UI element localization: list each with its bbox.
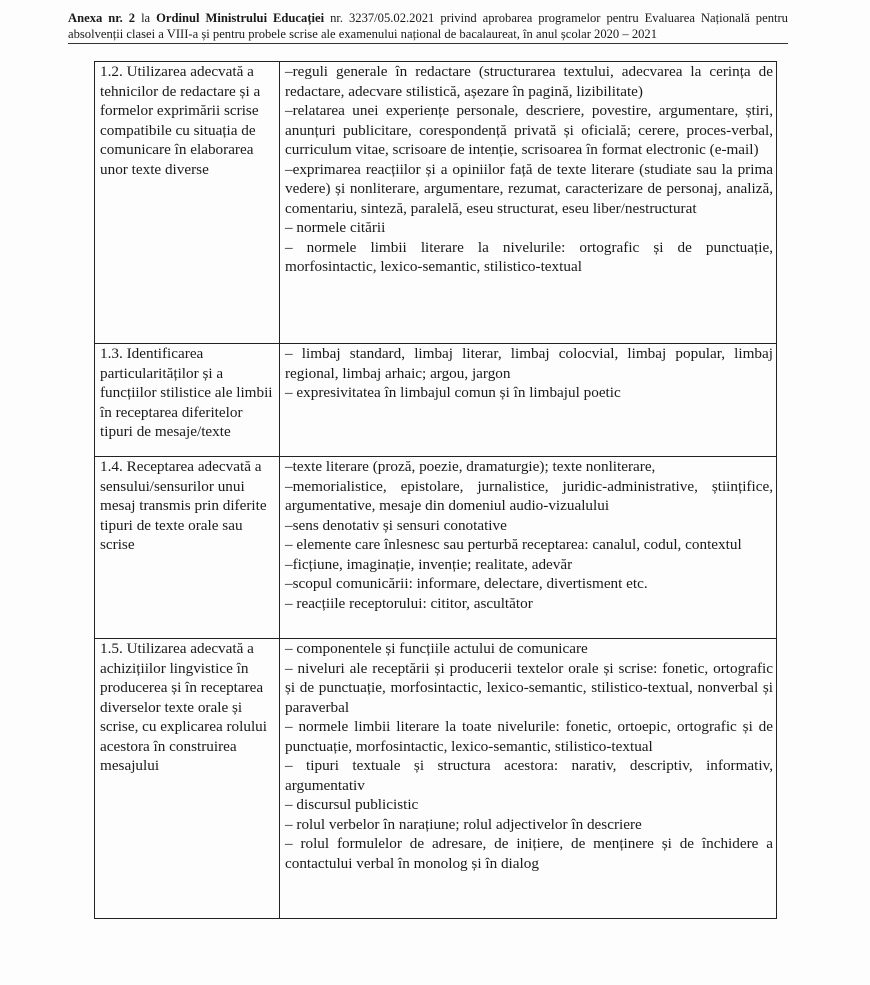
list-item: – componentele și funcțiile actului de comunicare: [285, 640, 588, 657]
table-row: [95, 344, 777, 457]
list-item: – limbaj standard, limbaj literar, limbaj colocvial, limbaj popular, limbaj regional, limbaj arhaic; argou, jargon: [285, 345, 773, 382]
list-item: –sens denotativ și sensuri conotative: [285, 516, 507, 534]
content-cell: [280, 457, 777, 639]
list-item: –texte literare (proză, poezie, dramaturgie); texte nonliterare,: [285, 458, 656, 475]
list-item: –exprimarea reacțiilor și a opiniilor față de texte literare (studiate sau la prima vedere) și nonliterare, argumentare, rezumat, caracterizare de personaj, analiză, comentariu, sinteză, paralelă, eseu structurat, eseu liber/nestructurat: [285, 160, 773, 217]
list-item: – elemente care înlesnesc sau perturbă receptarea: canalul, codul, contextul: [285, 536, 742, 553]
competences-table: [94, 61, 777, 919]
list-item: –relatarea unei experiențe personale, descriere, povestire, argumentare, știri, anunțuri publicitare, corespondență privată și oficială; cerere, proces-verbal, curriculum vitae, scrisoare de intenție, scrisoarea în format electronic (e-mail): [285, 102, 773, 158]
list-item: – discursul publicistic: [285, 796, 419, 813]
list-item: – rolul formulelor de adresare, de inițiere, de menținere și de închidere a contactului verbal în monolog și în dialog: [285, 835, 773, 872]
content-cell: [280, 639, 777, 919]
table-row: [95, 62, 777, 344]
list-item: – niveluri ale receptării și producerii textelor orale și scrise: fonetic, ortografic și de punctuație, morfosintactic, lexico-semantic, stilistico-textual, nonverbal și paraverbal: [285, 659, 773, 716]
content-cell: [280, 62, 777, 344]
content-cell: [280, 344, 777, 457]
list-item: – normele limbii literare la nivelurile: ortografic și de punctuație, morfosintactic, lexico-semantic, stilistico-textual: [285, 238, 773, 275]
order-label: Ordinul Ministrului Educației: [156, 11, 325, 25]
list-item: – normele citării: [285, 219, 386, 236]
table-row: [95, 639, 777, 919]
competence-cell: 1.4. Receptarea adecvată a sensului/sensurilor unui mesaj transmis prin diferite tipuri de texte orale sau scrise: [95, 457, 280, 639]
list-item: – normele limbii literare la toate nivelurile: fonetic, ortoepic, ortografic și de punctuație, morfosintactic, lexico-semantic, stilistico-textual: [285, 718, 773, 755]
la-text: la: [141, 11, 151, 25]
header-rest: privind aprobarea programelor pentru Evaluarea Națională pentru absolvenții clasei a VIII-a și pentru probele scrise ale examenului național de bacalaureat, în anul școlar 2020 – 2021: [68, 11, 788, 41]
competence-cell: 1.5. Utilizarea adecvată a achizițiilor lingvistice în producerea și în receptarea diverselor texte orale și scrise, cu explicarea rolului acestora în construirea mesajului: [95, 639, 280, 919]
list-item: – reacțiile receptorului: cititor, ascultător: [285, 594, 533, 612]
annex-label: Anexa nr. 2: [68, 11, 136, 25]
list-item: –ficțiune, imaginație, invenție; realitate, adevăr: [285, 555, 573, 573]
annex-header: [68, 10, 788, 44]
order-number: nr. 3237/05.02.2021: [330, 11, 435, 25]
list-item: –scopul comunicării: informare, delectare, divertisment etc.: [285, 575, 648, 592]
competence-cell: 1.2. Utilizarea adecvată a tehnicilor de redactare și a formelor exprimării scrise compatibile cu situația de comunicare în elaborarea unor texte diverse: [95, 62, 280, 344]
competence-cell: 1.3. Identificarea particularităților și a funcțiilor stilistice ale limbii în receptarea diferitelor tipuri de mesaje/texte: [95, 344, 280, 457]
list-item: –reguli generale în redactare (structurarea textului, adecvarea la cerința de redactare, adecvare stilistică, așezare în pagină, lizibilitate): [285, 63, 773, 100]
list-item: – rolul verbelor în narațiune; rolul adjectivelor în descriere: [285, 815, 642, 833]
list-item: – expresivitatea în limbajul comun și în limbajul poetic: [285, 384, 621, 401]
table-row: [95, 457, 777, 639]
list-item: –memorialistice, epistolare, jurnalistice, juridic-administrative, științifice, argumentative, mesaje din domeniul audio-vizualului: [285, 477, 773, 514]
list-item: – tipuri textuale și structura acestora: narativ, descriptiv, informativ, argumentativ: [285, 757, 773, 794]
